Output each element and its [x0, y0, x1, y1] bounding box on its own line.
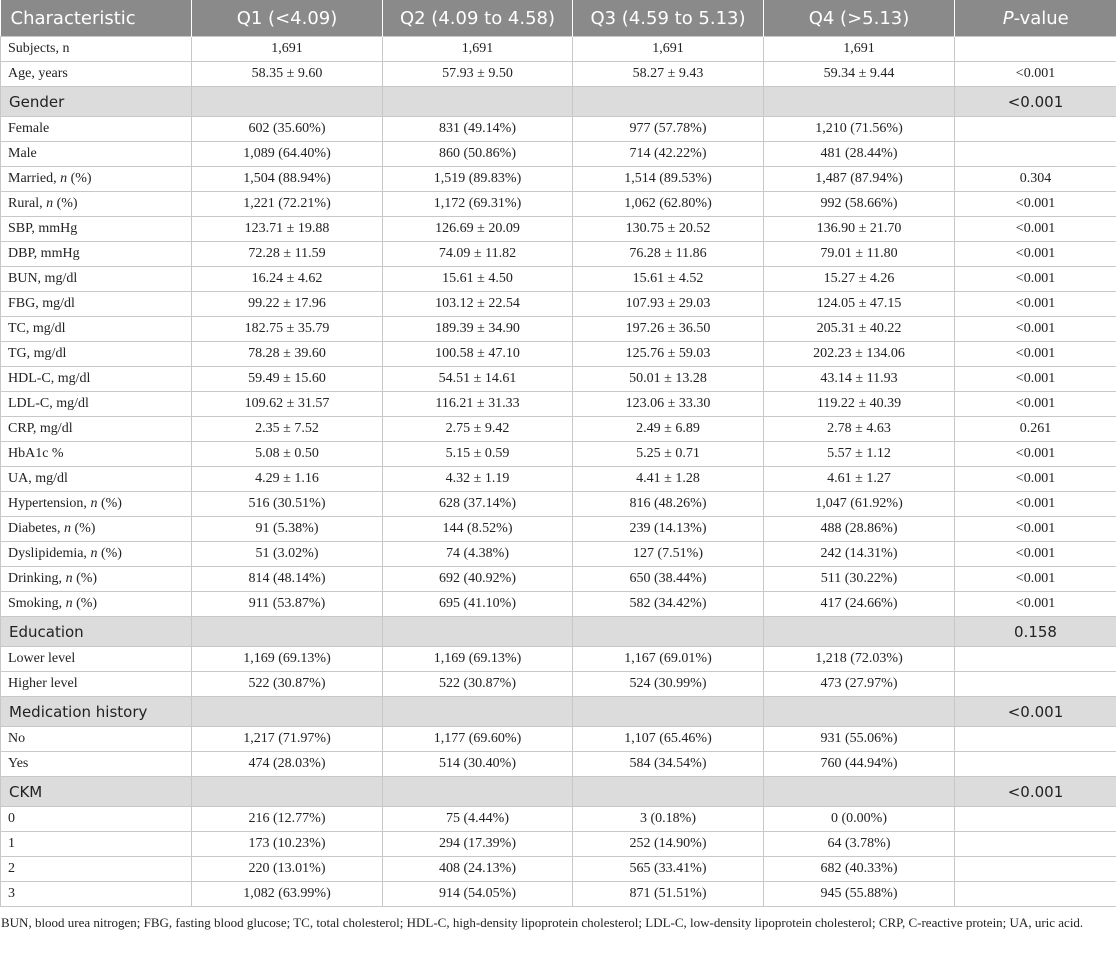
row-label-suffix: (%): [70, 521, 96, 536]
value-cell-q2: 15.61 ± 4.50: [383, 267, 573, 292]
table-row: [1, 342, 1116, 367]
row-label: [1, 672, 192, 697]
row-label-text: 2: [8, 861, 15, 876]
value-cell-q4: 992 (58.66%): [764, 192, 955, 217]
value-cell-q1: 911 (53.87%): [192, 592, 383, 617]
value-cell-q3: [573, 87, 764, 117]
value-cell-q3: 524 (30.99%): [573, 672, 764, 697]
row-label: [1, 727, 192, 752]
value-cell-q2: 2.75 ± 9.42: [383, 417, 573, 442]
value-cell-q4: 202.23 ± 134.06: [764, 342, 955, 367]
value-cell-q4: 488 (28.86%): [764, 517, 955, 542]
value-cell-q3: 123.06 ± 33.30: [573, 392, 764, 417]
row-label-text: Married,: [8, 171, 61, 186]
row-label: [1, 242, 192, 267]
value-cell-q3: 816 (48.26%): [573, 492, 764, 517]
p-value-cell: <0.001: [955, 592, 1116, 617]
row-label-text: Hypertension,: [8, 496, 91, 511]
table-row: [1, 857, 1116, 882]
table-row: [1, 882, 1116, 907]
value-cell-q2: 522 (30.87%): [383, 672, 573, 697]
row-label: [1, 267, 192, 292]
value-cell-q2: 1,519 (89.83%): [383, 167, 573, 192]
table-row: [1, 807, 1116, 832]
row-label: [1, 142, 192, 167]
row-label-text: 0: [8, 811, 15, 826]
section-row: [1, 697, 1116, 727]
p-value-cell: <0.001: [955, 217, 1116, 242]
p-value-cell: <0.001: [955, 267, 1116, 292]
header-q4: Q4 (>5.13): [764, 0, 955, 37]
row-label: [1, 857, 192, 882]
value-cell-q4: 931 (55.06%): [764, 727, 955, 752]
value-cell-q1: 16.24 ± 4.62: [192, 267, 383, 292]
row-label-text: Drinking,: [8, 571, 66, 586]
row-label: [1, 392, 192, 417]
row-label-text: Dyslipidemia,: [8, 546, 91, 561]
row-label: [1, 617, 192, 647]
row-label-text: BUN, mg/dl: [8, 271, 78, 286]
row-label: [1, 592, 192, 617]
value-cell-q3: 58.27 ± 9.43: [573, 62, 764, 87]
row-label: [1, 367, 192, 392]
row-label-italic: n: [90, 546, 98, 561]
p-value-cell: <0.001: [955, 292, 1116, 317]
value-cell-q4: 1,487 (87.94%): [764, 167, 955, 192]
value-cell-q2: 100.58 ± 47.10: [383, 342, 573, 367]
value-cell-q1: 4.29 ± 1.16: [192, 467, 383, 492]
row-label-text: Subjects, n: [8, 41, 70, 56]
table-row: [1, 142, 1116, 167]
value-cell-q3: 76.28 ± 11.86: [573, 242, 764, 267]
row-label-italic: n: [65, 596, 73, 611]
p-value-cell: [955, 142, 1116, 167]
table-row: [1, 647, 1116, 672]
value-cell-q3: 650 (38.44%): [573, 567, 764, 592]
row-label-text: CRP, mg/dl: [8, 421, 73, 436]
value-cell-q2: 628 (37.14%): [383, 492, 573, 517]
p-value-cell: [955, 37, 1116, 62]
value-cell-q4: 1,218 (72.03%): [764, 647, 955, 672]
row-label: [1, 37, 192, 62]
row-label-text: No: [8, 731, 26, 746]
value-cell-q3: 714 (42.22%): [573, 142, 764, 167]
value-cell-q4: [764, 697, 955, 727]
table-row: [1, 517, 1116, 542]
row-label-text: FBG, mg/dl: [8, 296, 75, 311]
value-cell-q2: 126.69 ± 20.09: [383, 217, 573, 242]
value-cell-q4: 417 (24.66%): [764, 592, 955, 617]
value-cell-q2: 54.51 ± 14.61: [383, 367, 573, 392]
value-cell-q1: 51 (3.02%): [192, 542, 383, 567]
value-cell-q1: [192, 777, 383, 807]
header-q2: Q2 (4.09 to 4.58): [383, 0, 573, 37]
row-label-italic: n: [63, 521, 71, 536]
table-row: [1, 167, 1116, 192]
row-label-text: Medication history: [9, 702, 148, 721]
p-value-cell: <0.001: [955, 492, 1116, 517]
value-cell-q2: 4.32 ± 1.19: [383, 467, 573, 492]
p-value-cell: [955, 882, 1116, 907]
value-cell-q3: 15.61 ± 4.52: [573, 267, 764, 292]
table-row: [1, 832, 1116, 857]
row-label-text: Age, years: [8, 66, 68, 81]
value-cell-q4: 136.90 ± 21.70: [764, 217, 955, 242]
row-label-italic: n: [90, 496, 98, 511]
p-value-cell: <0.001: [955, 467, 1116, 492]
table-row: [1, 417, 1116, 442]
value-cell-q4: 0 (0.00%): [764, 807, 955, 832]
row-label: [1, 217, 192, 242]
table-row: [1, 367, 1116, 392]
row-label-suffix: (%): [67, 171, 92, 186]
value-cell-q2: 74.09 ± 11.82: [383, 242, 573, 267]
value-cell-q1: 2.35 ± 7.52: [192, 417, 383, 442]
value-cell-q1: 99.22 ± 17.96: [192, 292, 383, 317]
value-cell-q1: 59.49 ± 15.60: [192, 367, 383, 392]
p-value-cell: <0.001: [955, 367, 1116, 392]
table-row: [1, 442, 1116, 467]
row-label: [1, 492, 192, 517]
value-cell-q2: [383, 617, 573, 647]
p-value-cell: [955, 832, 1116, 857]
value-cell-q3: 50.01 ± 13.28: [573, 367, 764, 392]
table-row: [1, 672, 1116, 697]
value-cell-q3: 1,062 (62.80%): [573, 192, 764, 217]
row-label-text: Lower level: [8, 651, 76, 666]
row-label-text: Higher level: [8, 676, 78, 691]
row-label-italic: n: [60, 171, 68, 186]
row-label-text: Smoking,: [8, 596, 66, 611]
value-cell-q3: 565 (33.41%): [573, 857, 764, 882]
row-label: [1, 542, 192, 567]
p-value-cell: <0.001: [955, 87, 1116, 117]
table-row: [1, 542, 1116, 567]
p-value-cell: [955, 647, 1116, 672]
row-label-suffix: (%): [72, 596, 98, 611]
value-cell-q2: 692 (40.92%): [383, 567, 573, 592]
row-label-text: LDL-C, mg/dl: [8, 396, 89, 411]
value-cell-q1: 1,089 (64.40%): [192, 142, 383, 167]
value-cell-q1: 516 (30.51%): [192, 492, 383, 517]
p-value-cell: <0.001: [955, 317, 1116, 342]
value-cell-q3: 3 (0.18%): [573, 807, 764, 832]
value-cell-q4: 511 (30.22%): [764, 567, 955, 592]
value-cell-q4: 473 (27.97%): [764, 672, 955, 697]
row-label-text: Male: [8, 146, 37, 161]
value-cell-q4: 1,047 (61.92%): [764, 492, 955, 517]
value-cell-q3: [573, 777, 764, 807]
value-cell-q2: 74 (4.38%): [383, 542, 573, 567]
value-cell-q2: 831 (49.14%): [383, 117, 573, 142]
section-row: [1, 87, 1116, 117]
p-value-cell: <0.001: [955, 62, 1116, 87]
p-value-cell: <0.001: [955, 517, 1116, 542]
table-row: [1, 392, 1116, 417]
p-value-cell: 0.158: [955, 617, 1116, 647]
value-cell-q3: 197.26 ± 36.50: [573, 317, 764, 342]
p-value-cell: <0.001: [955, 242, 1116, 267]
value-cell-q2: 1,169 (69.13%): [383, 647, 573, 672]
table-row: [1, 567, 1116, 592]
p-value-cell: [955, 857, 1116, 882]
value-cell-q1: 522 (30.87%): [192, 672, 383, 697]
value-cell-q3: 1,107 (65.46%): [573, 727, 764, 752]
row-label: [1, 697, 192, 727]
table-row: [1, 242, 1116, 267]
p-value-cell: <0.001: [955, 192, 1116, 217]
row-label-text: SBP, mmHg: [8, 221, 78, 236]
value-cell-q1: 474 (28.03%): [192, 752, 383, 777]
value-cell-q3: 584 (34.54%): [573, 752, 764, 777]
row-label: [1, 167, 192, 192]
value-cell-q4: 945 (55.88%): [764, 882, 955, 907]
value-cell-q4: [764, 777, 955, 807]
value-cell-q3: 127 (7.51%): [573, 542, 764, 567]
row-label-text: DBP, mmHg: [8, 246, 80, 261]
value-cell-q2: 695 (41.10%): [383, 592, 573, 617]
row-label-text: Female: [8, 121, 50, 136]
row-label-text: UA, mg/dl: [8, 471, 68, 486]
value-cell-q4: 59.34 ± 9.44: [764, 62, 955, 87]
row-label: [1, 87, 192, 117]
value-cell-q2: 57.93 ± 9.50: [383, 62, 573, 87]
value-cell-q4: 119.22 ± 40.39: [764, 392, 955, 417]
value-cell-q1: 58.35 ± 9.60: [192, 62, 383, 87]
row-label: [1, 292, 192, 317]
value-cell-q2: 860 (50.86%): [383, 142, 573, 167]
table-row: [1, 752, 1116, 777]
row-label: [1, 417, 192, 442]
value-cell-q1: 78.28 ± 39.60: [192, 342, 383, 367]
table-row: [1, 267, 1116, 292]
value-cell-q3: 130.75 ± 20.52: [573, 217, 764, 242]
value-cell-q3: 125.76 ± 59.03: [573, 342, 764, 367]
value-cell-q4: 1,691: [764, 37, 955, 62]
p-value-suffix: -value: [1013, 7, 1069, 29]
table-row: [1, 492, 1116, 517]
table-row: [1, 317, 1116, 342]
p-value-cell: [955, 807, 1116, 832]
value-cell-q2: [383, 777, 573, 807]
table-row: [1, 727, 1116, 752]
p-value-cell: 0.304: [955, 167, 1116, 192]
value-cell-q1: 814 (48.14%): [192, 567, 383, 592]
row-label: [1, 62, 192, 87]
section-row: [1, 777, 1116, 807]
value-cell-q2: 75 (4.44%): [383, 807, 573, 832]
row-label-suffix: (%): [97, 546, 122, 561]
value-cell-q3: 107.93 ± 29.03: [573, 292, 764, 317]
value-cell-q1: 1,169 (69.13%): [192, 647, 383, 672]
value-cell-q1: 1,504 (88.94%): [192, 167, 383, 192]
value-cell-q2: 103.12 ± 22.54: [383, 292, 573, 317]
value-cell-q1: 91 (5.38%): [192, 517, 383, 542]
value-cell-q4: 79.01 ± 11.80: [764, 242, 955, 267]
p-value-cell: <0.001: [955, 442, 1116, 467]
row-label: [1, 342, 192, 367]
p-value-cell: [955, 727, 1116, 752]
value-cell-q3: 582 (34.42%): [573, 592, 764, 617]
row-label: [1, 807, 192, 832]
value-cell-q4: 205.31 ± 40.22: [764, 317, 955, 342]
p-value-cell: <0.001: [955, 542, 1116, 567]
header-q1: Q1 (<4.09): [192, 0, 383, 37]
row-label: [1, 192, 192, 217]
row-label: [1, 777, 192, 807]
value-cell-q4: 682 (40.33%): [764, 857, 955, 882]
value-cell-q1: 182.75 ± 35.79: [192, 317, 383, 342]
row-label: [1, 567, 192, 592]
table-row: [1, 592, 1116, 617]
row-label: [1, 467, 192, 492]
value-cell-q1: 1,691: [192, 37, 383, 62]
value-cell-q3: 5.25 ± 0.71: [573, 442, 764, 467]
row-label-italic: n: [46, 196, 54, 211]
p-value-cell: [955, 672, 1116, 697]
table-header-row: [1, 0, 1116, 37]
row-label-text: TC, mg/dl: [8, 321, 66, 336]
table-row: [1, 117, 1116, 142]
value-cell-q4: 760 (44.94%): [764, 752, 955, 777]
table-row: [1, 292, 1116, 317]
value-cell-q4: 43.14 ± 11.93: [764, 367, 955, 392]
row-label-text: HbA1c %: [8, 446, 64, 461]
value-cell-q3: 977 (57.78%): [573, 117, 764, 142]
row-label: [1, 647, 192, 672]
row-label: [1, 442, 192, 467]
value-cell-q1: 173 (10.23%): [192, 832, 383, 857]
p-value-cell: <0.001: [955, 342, 1116, 367]
row-label: [1, 117, 192, 142]
p-value-cell: [955, 752, 1116, 777]
row-label: [1, 832, 192, 857]
row-label-text: Gender: [9, 92, 65, 111]
header-characteristic: Characteristic: [1, 0, 192, 37]
row-label-text: TG, mg/dl: [8, 346, 67, 361]
row-label: [1, 517, 192, 542]
value-cell-q1: 5.08 ± 0.50: [192, 442, 383, 467]
value-cell-q3: 4.41 ± 1.28: [573, 467, 764, 492]
value-cell-q3: 871 (51.51%): [573, 882, 764, 907]
value-cell-q2: 189.39 ± 34.90: [383, 317, 573, 342]
header-q3: Q3 (4.59 to 5.13): [573, 0, 764, 37]
row-label-text: 3: [8, 886, 15, 901]
row-label-text: HDL-C, mg/dl: [8, 371, 91, 386]
value-cell-q4: 1,210 (71.56%): [764, 117, 955, 142]
row-label-italic: n: [65, 571, 73, 586]
value-cell-q4: 242 (14.31%): [764, 542, 955, 567]
value-cell-q1: 109.62 ± 31.57: [192, 392, 383, 417]
row-label-text: Yes: [8, 756, 29, 771]
p-value-cell: <0.001: [955, 697, 1116, 727]
value-cell-q2: 1,691: [383, 37, 573, 62]
value-cell-q3: 1,167 (69.01%): [573, 647, 764, 672]
row-label-text: Education: [9, 622, 84, 641]
value-cell-q4: 5.57 ± 1.12: [764, 442, 955, 467]
value-cell-q3: [573, 617, 764, 647]
row-label: [1, 317, 192, 342]
table-footnote: BUN, blood urea nitrogen; FBG, fasting blood glucose; TC, total cholesterol; HDL-C, high-density lipoprotein cholesterol; LDL-C, low-density lipoprotein cholesterol; CRP, C-reactive protein; UA, uric acid.: [1, 915, 1084, 930]
value-cell-q3: 1,691: [573, 37, 764, 62]
row-label: [1, 882, 192, 907]
value-cell-q1: 602 (35.60%): [192, 117, 383, 142]
value-cell-q2: 144 (8.52%): [383, 517, 573, 542]
value-cell-q1: 1,217 (71.97%): [192, 727, 383, 752]
value-cell-q2: [383, 697, 573, 727]
value-cell-q2: 514 (30.40%): [383, 752, 573, 777]
value-cell-q2: [383, 87, 573, 117]
value-cell-q1: 216 (12.77%): [192, 807, 383, 832]
value-cell-q3: 239 (14.13%): [573, 517, 764, 542]
row-label-text: 1: [8, 836, 15, 851]
value-cell-q4: 64 (3.78%): [764, 832, 955, 857]
value-cell-q2: 408 (24.13%): [383, 857, 573, 882]
value-cell-q2: 914 (54.05%): [383, 882, 573, 907]
value-cell-q1: [192, 697, 383, 727]
table-row: [1, 467, 1116, 492]
row-label-text: CKM: [9, 782, 43, 801]
value-cell-q4: 481 (28.44%): [764, 142, 955, 167]
value-cell-q2: 1,172 (69.31%): [383, 192, 573, 217]
value-cell-q1: 1,082 (63.99%): [192, 882, 383, 907]
p-value-cell: 0.261: [955, 417, 1116, 442]
value-cell-q3: 1,514 (89.53%): [573, 167, 764, 192]
row-label-suffix: (%): [53, 196, 78, 211]
value-cell-q2: 1,177 (69.60%): [383, 727, 573, 752]
table-body: [1, 37, 1116, 907]
table-row: [1, 217, 1116, 242]
p-value-prefix: P: [1002, 7, 1014, 29]
table-row: [1, 37, 1116, 62]
table-row: [1, 62, 1116, 87]
value-cell-q4: 124.05 ± 47.15: [764, 292, 955, 317]
value-cell-q1: 72.28 ± 11.59: [192, 242, 383, 267]
value-cell-q2: 5.15 ± 0.59: [383, 442, 573, 467]
value-cell-q4: 4.61 ± 1.27: [764, 467, 955, 492]
value-cell-q3: 2.49 ± 6.89: [573, 417, 764, 442]
header-p-value: [955, 0, 1116, 37]
row-label: [1, 752, 192, 777]
p-value-cell: [955, 117, 1116, 142]
value-cell-q1: [192, 617, 383, 647]
value-cell-q4: 15.27 ± 4.26: [764, 267, 955, 292]
row-label-suffix: (%): [72, 571, 98, 586]
row-label-text: Rural,: [8, 196, 47, 211]
value-cell-q1: 1,221 (72.21%): [192, 192, 383, 217]
value-cell-q4: [764, 617, 955, 647]
p-value-cell: <0.001: [955, 567, 1116, 592]
section-row: [1, 617, 1116, 647]
value-cell-q3: [573, 697, 764, 727]
p-value-cell: <0.001: [955, 777, 1116, 807]
value-cell-q1: 123.71 ± 19.88: [192, 217, 383, 242]
row-label-text: Diabetes,: [8, 521, 64, 536]
value-cell-q4: 2.78 ± 4.63: [764, 417, 955, 442]
table-row: [1, 192, 1116, 217]
value-cell-q1: [192, 87, 383, 117]
value-cell-q1: 220 (13.01%): [192, 857, 383, 882]
value-cell-q2: 294 (17.39%): [383, 832, 573, 857]
value-cell-q2: 116.21 ± 31.33: [383, 392, 573, 417]
p-value-cell: <0.001: [955, 392, 1116, 417]
value-cell-q4: [764, 87, 955, 117]
row-label-suffix: (%): [97, 496, 122, 511]
value-cell-q3: 252 (14.90%): [573, 832, 764, 857]
